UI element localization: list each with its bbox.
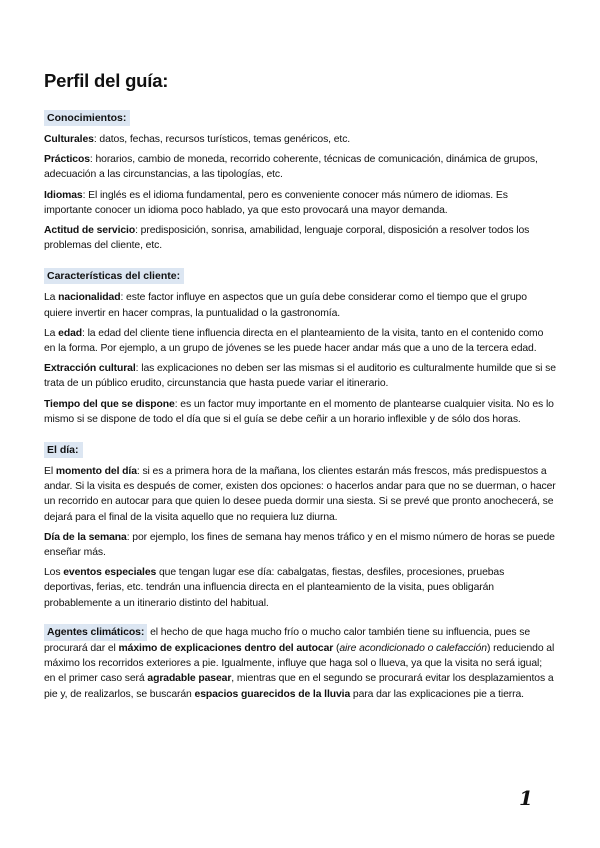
section-dia xyxy=(44,440,556,611)
page-number: 1 xyxy=(519,786,533,810)
section-clima xyxy=(44,624,556,702)
section-heading-conocimientos: Conocimientos: xyxy=(44,110,130,126)
document-page xyxy=(44,70,556,715)
section-heading-cliente: Características del cliente: xyxy=(44,268,184,284)
paragraph-practicos: Prácticos: horarios, cambio de moneda, recorrido coherente, técnicas de comunicación, dinámica de grupos, adecuación a las circunstancias, a las tipologías, etc. xyxy=(44,154,538,181)
section-conocimientos xyxy=(44,108,556,253)
paragraph-edad: La edad: la edad del cliente tiene influencia directa en el planteamiento de la visita, tanto en el contenido como en la forma. Por ejemplo, a un grupo de jóvenes se les puede hacer andar más que a uno de la tercera edad. xyxy=(44,327,544,355)
section-cliente xyxy=(44,266,556,427)
paragraph-semana: Día de la semana: por ejemplo, los fines de semana hay menos tráfico y en el mismo número de horas se puede enseñar más. xyxy=(44,531,555,559)
paragraph-momento: El momento del día: si es a primera hora de la mañana, los clientes estarán más frescos, más predispuestos a andar. Si la visita es después de comer, existen dos opciones: o hacerlos andar para que no se duerman, o hacer un recorrido en autocar para que quien lo desee pueda dormir una siesta. Si se prevé que pronto anochecerá, se dejará para el final de la visita aquello que no requiera luz diurna. xyxy=(44,466,556,523)
paragraph-extraccion: Extracción cultural: las explicaciones no deben ser las mismas si el auditorio es culturalmente humilde que si se trata de un público erudito, circunstancia que hasta puede variar el itinerario. xyxy=(44,363,556,390)
paragraph-tiempo: Tiempo del que se dispone: es un factor muy importante en el momento de plantearse cualquier visita. No es lo mismo si se dispone de todo el día que si el guía se debe ceñir a un horario inflexible y de sólo dos horas. xyxy=(44,398,554,425)
paragraph-nacionalidad: La nacionalidad: este factor influye en aspectos que un guía debe considerar como el tiempo que el grupo quiere invertir en hacer compras, la puntualidad o la gastronomía. xyxy=(44,292,527,319)
paragraph-clima: Agentes climáticos: el hecho de que haga mucho frío o mucho calor también tiene su influencia, pues se procurará dar el máximo de explicaciones dentro del autocar (aire acondicionado o calefacción) reduciendo al máximo los recorridos exteriores a pie. Igualmente, influye que haga sol o llueva, ya que la visita no será igual; en el primer caso será agradable pasear, mientras que en el segundo se procurará evitar los desplazamientos a pie y, de realizarlos, se buscarán espacios guarecidos de la lluvia para dar las explicaciones pie a tierra. xyxy=(44,625,555,700)
paragraph-eventos: Los eventos especiales que tengan lugar ese día: cabalgatas, fiestas, desfiles, procesiones, pruebas deportivas, ferias, etc. tendrán una influencia directa en el planteamiento de la visita, pues obligarán probablemente a un itinerario distinto del habitual. xyxy=(44,567,505,609)
section-heading-clima: Agentes climáticos: xyxy=(44,624,147,641)
page-title: Perfil del guía: xyxy=(44,70,169,91)
paragraph-actitud: Actitud de servicio: predisposición, sonrisa, amabilidad, lenguaje corporal, disposición a resolver todos los problemas del cliente, etc. xyxy=(44,225,530,252)
section-heading-dia: El día: xyxy=(44,442,83,458)
paragraph-idiomas: Idiomas: El inglés es el idioma fundamental, pero es conveniente conocer más número de idiomas. Es importante conocer un idioma poco hablado, ya que esto provocará una mayor demanda. xyxy=(44,189,508,216)
paragraph-culturales: Culturales: datos, fechas, recursos turísticos, temas genéricos, etc. xyxy=(44,134,351,145)
